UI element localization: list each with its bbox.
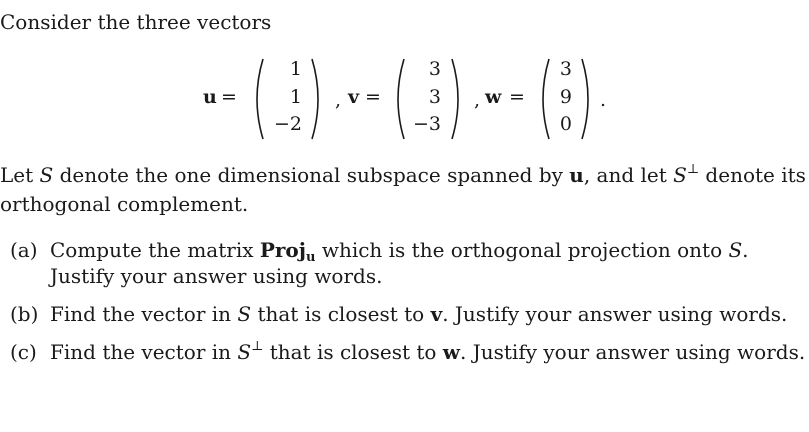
paragraph-line-1: Let S denote the one dimensional subspace spanned by u, and let S⊥ denote its — [0, 162, 806, 187]
vector-w-entries — [536, 56, 576, 142]
vector-u-entry: −2 — [273, 113, 302, 135]
symbol-S: S — [237, 302, 252, 326]
comma: , — [335, 89, 342, 111]
right-paren-icon — [450, 58, 466, 140]
vector-u-label: u — [203, 86, 217, 108]
question-b-text: Find the vector in S that is closest to v. Justify your answer using words. — [50, 302, 788, 326]
perp-symbol: ⊥ — [251, 339, 264, 354]
question-a-text-line-2: Justify your answer using words. — [50, 264, 383, 288]
symbol-S: S — [39, 163, 54, 187]
question-b-label: (b) — [10, 302, 39, 326]
left-paren-icon — [390, 58, 406, 140]
right-paren-icon — [310, 58, 326, 140]
intro-text: Consider the three vectors — [0, 10, 272, 34]
equals-sign: = — [509, 86, 525, 108]
left-paren-icon — [249, 58, 265, 140]
comma: , — [474, 89, 481, 111]
symbol-S: S — [237, 340, 252, 364]
vector-v-entries — [405, 56, 445, 142]
proj-subscript: u — [306, 250, 316, 265]
symbol-v: v — [430, 302, 443, 326]
symbol-S: S — [673, 163, 687, 187]
proj-operator: Proj — [259, 238, 307, 262]
vector-v-entry: 3 — [428, 86, 441, 108]
vector-u-entries — [266, 56, 306, 142]
equals-sign: = — [365, 86, 381, 108]
period: . — [600, 89, 607, 111]
vector-v-label: v — [348, 86, 360, 108]
right-paren-icon — [580, 58, 596, 140]
question-a-text: Compute the matrix Proj$_u$ which is the orthogonal projection onto S. — [50, 238, 749, 265]
perp-symbol: ⊥ — [686, 162, 700, 177]
vector-w-entry: 9 — [559, 86, 572, 108]
symbol-u: u — [569, 163, 584, 187]
symbol-w: w — [442, 340, 461, 364]
vector-u-entry: 1 — [289, 58, 302, 80]
vector-v-entry: −3 — [412, 113, 441, 135]
equals-sign: = — [221, 86, 237, 108]
vector-u-entry: 1 — [289, 86, 302, 108]
vector-v-entry: 3 — [428, 58, 441, 80]
question-c-text: Find the vector in S⊥ that is closest to w. Justify your answer using words. — [50, 339, 806, 364]
vector-w-label: w — [485, 86, 502, 108]
paragraph-line-2: orthogonal complement. — [0, 192, 249, 216]
symbol-S: S — [728, 238, 743, 262]
question-a-label: (a) — [10, 238, 38, 262]
vector-definitions — [0, 56, 809, 142]
vector-w-entry: 3 — [559, 58, 572, 80]
question-c-label: (c) — [10, 340, 37, 364]
vector-w-entry: 0 — [559, 113, 572, 135]
